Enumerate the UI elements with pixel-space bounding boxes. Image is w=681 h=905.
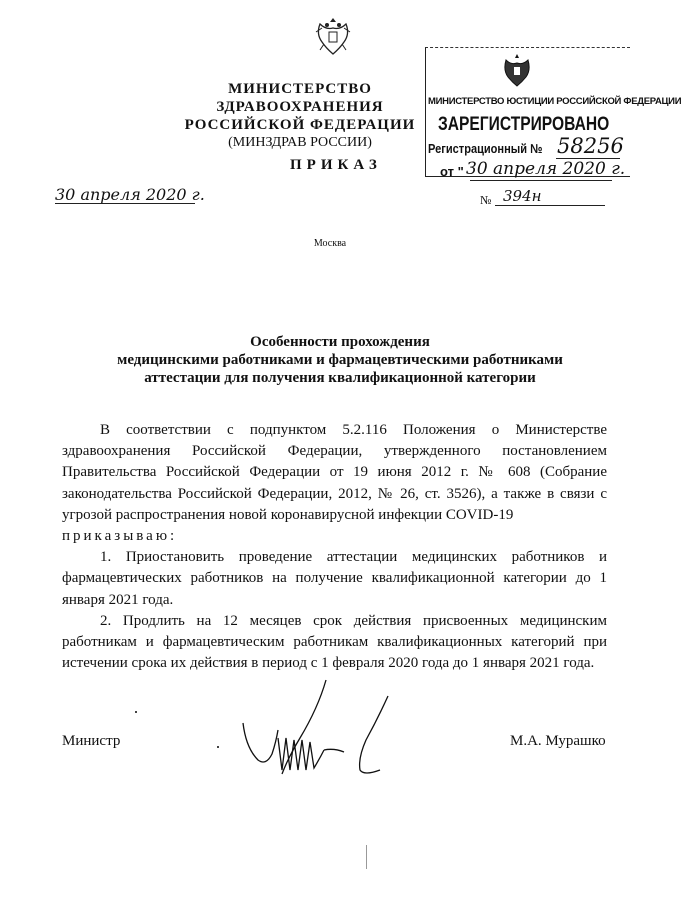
- stamp-emblem-icon: [500, 52, 534, 92]
- order-item-2: 2. Продлить на 12 месяцев срок действия присвоенных медицинским работникам и фармацевтическим работникам квалификационных категорий при истечении срока их действия в период с 1 февраля 2020 года до 1 января 2021 года.: [62, 612, 607, 672]
- signatory-name: М.А. Мурашко: [510, 733, 606, 749]
- order-title-line2: медицинскими работниками и фармацевтическими работниками: [117, 352, 563, 368]
- order-date-handwritten: 30 апреля 2020 г.: [55, 185, 205, 204]
- stamp-date-underline: [470, 180, 612, 181]
- stamp-ministry-name: МИНИСТЕРСТВО ЮСТИЦИИ РОССИЙСКОЙ ФЕДЕРАЦИИ: [428, 96, 681, 107]
- coat-of-arms-emblem: [312, 14, 354, 62]
- scan-speck: [217, 746, 219, 748]
- stamp-date-prefix: от ": [440, 164, 464, 179]
- order-word: приказываю:: [62, 528, 178, 545]
- scan-mark: [366, 845, 367, 869]
- stamp-date-handwritten: 30 апреля 2020 г.: [466, 159, 626, 179]
- order-preamble: В соответствии с подпунктом 5.2.116 Положения о Министерстве здравоохранения Российской Федерации, утвержденного постановлением Правительства Российской Федерации от 19 июня 2012 г. № 608 (Собрание законодательства Российской Федерации, 2012, № 26, ст. 3526), а также в связи с угрозой распространения новой коронавирусной инфекции COVID-19: [62, 422, 607, 523]
- order-title: [80, 333, 600, 387]
- order-date-underline: [55, 203, 195, 204]
- order-number-handwritten: 394н: [503, 187, 542, 205]
- ministry-name-line2: РОССИЙСКОЙ ФЕДЕРАЦИИ: [184, 117, 416, 133]
- stamp-registration-number: 58256: [557, 134, 624, 158]
- ministry-short-name: (МИНЗДРАВ РОССИИ): [228, 135, 372, 150]
- scan-speck: [135, 711, 137, 713]
- city-name: Москва: [313, 238, 347, 249]
- order-number-underline: [495, 205, 605, 206]
- ministry-name-line1: МИНИСТЕРСТВО ЗДРАВООХРАНЕНИЯ: [216, 81, 384, 115]
- handwritten-signature: [238, 678, 398, 788]
- order-body: [62, 420, 607, 674]
- stamp-registration-number-label: Регистрационный №: [428, 141, 543, 156]
- signatory-position: Министр: [62, 733, 121, 749]
- order-item-1: 1. Приостановить проведение аттестации медицинских работников и фармацевтических работников на получение квалификационной категории до 1 января 2021 года.: [62, 549, 607, 608]
- order-number-sign: №: [480, 193, 492, 207]
- order-title-line3: аттестации для получения квалификационной категории: [144, 370, 536, 386]
- stamp-registered-label: ЗАРЕГИСТРИРОВАНО: [438, 114, 610, 135]
- order-title-line1: Особенности прохождения: [250, 334, 430, 350]
- document-type-title: ПРИКАЗ: [290, 157, 382, 173]
- ministry-header: [150, 80, 450, 152]
